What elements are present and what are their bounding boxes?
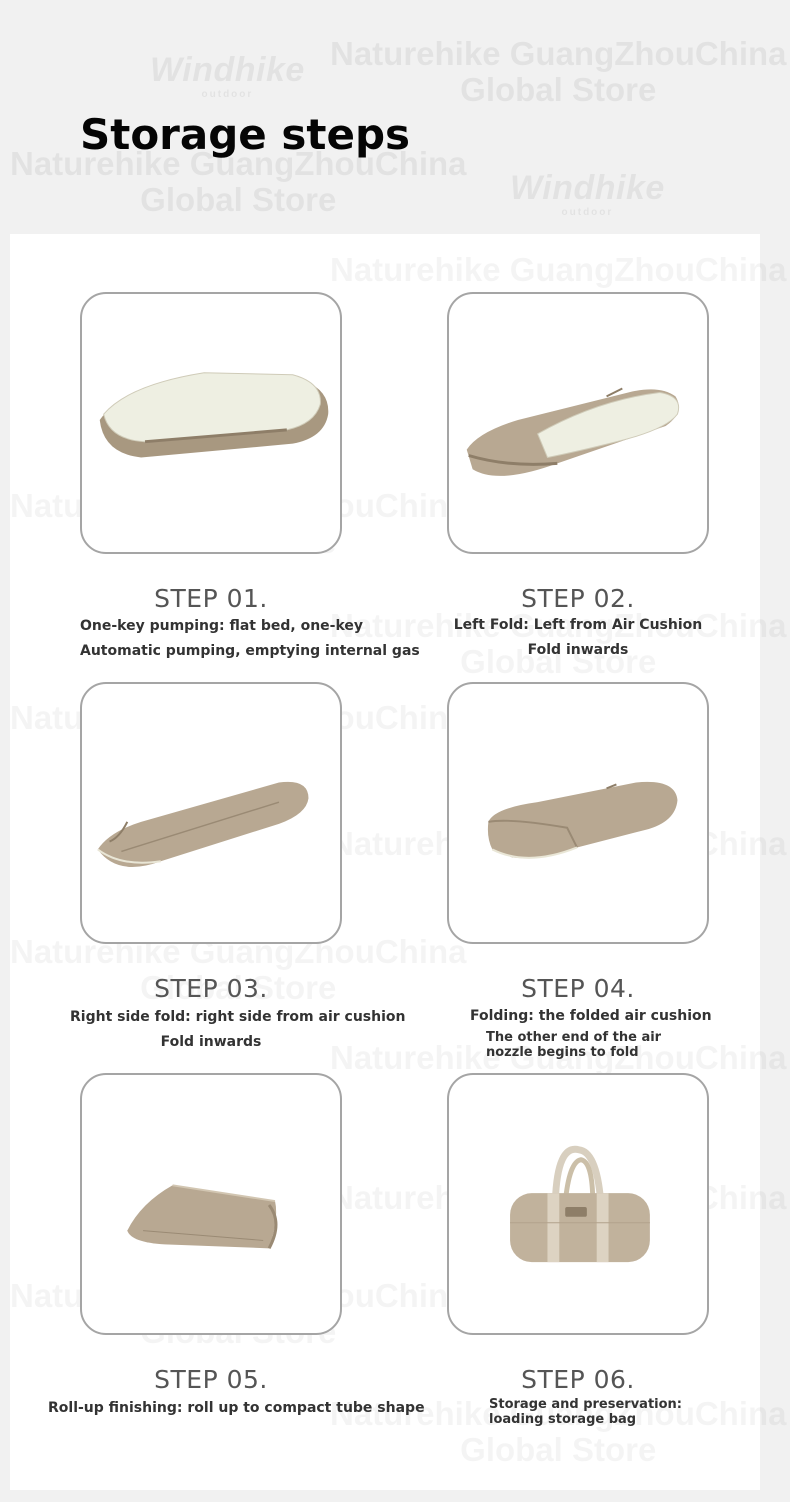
rolled-mattress-icon <box>82 1075 340 1333</box>
left-folded-mattress-icon <box>449 294 707 552</box>
step-06-label: STEP 06. <box>521 1365 635 1394</box>
step-01-description-line1: One-key pumping: flat bed, one-key <box>80 618 364 634</box>
inflated-mattress-icon <box>82 294 340 552</box>
step-04-image-card <box>447 682 709 944</box>
watermark-logo: Windhike outdoor <box>150 51 305 101</box>
step-03-label: STEP 03. <box>154 974 268 1003</box>
step-02-description-line2: Fold inwards <box>527 642 629 658</box>
right-folded-mattress-icon <box>82 684 340 942</box>
step-05-label: STEP 05. <box>154 1365 268 1394</box>
step-02-description-line1: Left Fold: Left from Air Cushion <box>453 617 703 633</box>
step-01-label: STEP 01. <box>154 584 268 613</box>
step-03-description-line2: Fold inwards <box>160 1034 262 1050</box>
step-01-description-line2: Automatic pumping, emptying internal gas <box>80 643 420 659</box>
step-05-description-line1: Roll-up finishing: roll up to compact tube shape <box>48 1400 425 1416</box>
watermark-text: Naturehike GuangZhouChina Global Store <box>10 145 467 219</box>
step-02-image-card <box>447 292 709 554</box>
watermark-text: Naturehike GuangZhouChina Global Store <box>330 35 787 109</box>
step-02-label: STEP 02. <box>521 584 635 613</box>
step-04-description-line2: The other end of the air nozzle begins to fold <box>486 1030 662 1060</box>
step-04-label: STEP 04. <box>521 974 635 1003</box>
step-04-description-line1: Folding: the folded air cushion <box>470 1008 712 1024</box>
step-05-image-card <box>80 1073 342 1335</box>
step-06-description-line1: Storage and preservation: loading storage bag <box>489 1397 683 1427</box>
step-03-description-line1: Right side fold: right side from air cushion <box>70 1009 406 1025</box>
end-folded-mattress-icon <box>449 684 707 942</box>
step-06-image-card <box>447 1073 709 1335</box>
step-03-image-card <box>80 682 342 944</box>
page-title: Storage steps <box>80 110 411 159</box>
step-01-image-card <box>80 292 342 554</box>
storage-bag-icon <box>449 1075 707 1333</box>
watermark-logo: Windhike outdoor <box>510 169 665 219</box>
